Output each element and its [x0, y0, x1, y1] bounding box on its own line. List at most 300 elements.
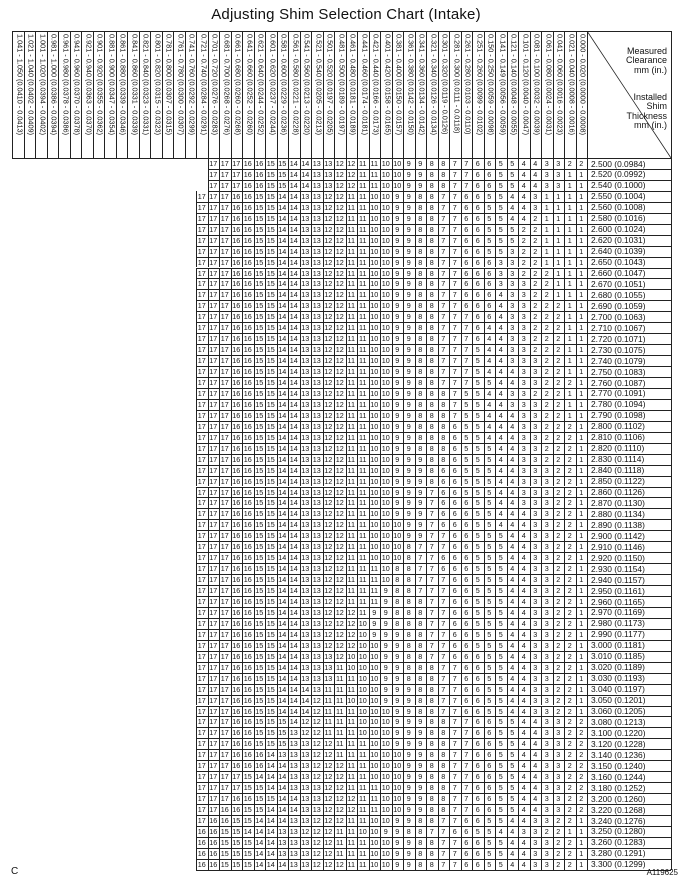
shim-number-cell: 10 — [370, 465, 379, 475]
shim-number-cell: 8 — [429, 421, 434, 431]
shim-number-cell: 8 — [429, 706, 434, 716]
shim-number-cell: 10 — [381, 805, 390, 815]
shim-number-cell: 12 — [335, 432, 344, 442]
shim-number-cell: 16 — [232, 706, 241, 716]
shim-number-cell: 11 — [347, 728, 355, 738]
shim-number-cell: 9 — [406, 509, 411, 519]
shim-number-cell: 9 — [406, 728, 411, 738]
installed-thickness-label: 3.030 (0.1193) — [591, 673, 645, 684]
shim-number-cell: 6 — [452, 651, 457, 661]
shim-number-cell: 5 — [464, 465, 469, 475]
shim-number-cell: 4 — [510, 575, 515, 585]
shim-number-cell: 14 — [255, 859, 264, 869]
shim-number-cell: 17 — [197, 651, 206, 661]
shim-number-cell: 2 — [567, 816, 572, 825]
header-column-line — [426, 31, 427, 158]
shim-number-cell: 5 — [475, 542, 480, 552]
shim-number-cell: 3 — [533, 837, 538, 847]
shim-number-cell: 17 — [209, 607, 218, 617]
shim-number-cell: 3 — [533, 607, 538, 617]
shim-number-cell: 16 — [243, 761, 252, 771]
shim-number-cell: 14 — [289, 410, 298, 420]
shim-number-cell: 17 — [220, 695, 229, 705]
header-column-line — [185, 31, 186, 158]
shim-number-cell: 1 — [556, 268, 561, 278]
shim-number-cell: 3 — [510, 388, 515, 398]
shim-number-cell: 2 — [544, 334, 549, 344]
shim-number-cell: 9 — [383, 629, 388, 639]
shim-number-cell: 15 — [266, 224, 275, 234]
shim-number-cell: 9 — [418, 487, 423, 497]
shim-number-cell: 17 — [220, 399, 229, 409]
shim-number-cell: 15 — [255, 684, 264, 694]
shim-number-cell: 6 — [475, 794, 480, 804]
shim-number-cell: 2 — [567, 607, 572, 617]
shim-number-cell: 16 — [232, 476, 241, 486]
shim-number-cell: 11 — [359, 498, 367, 508]
shim-number-cell: 3 — [556, 772, 561, 782]
shim-number-cell: 5 — [475, 520, 480, 530]
shim-number-cell: 1 — [567, 202, 572, 212]
shim-number-cell: 13 — [312, 794, 321, 804]
clearance-column-header: 0.541 - 0.560 (0.0213 - 0.0220) — [302, 34, 312, 136]
shim-number-cell: 16 — [232, 531, 241, 541]
shim-number-cell: 12 — [335, 345, 344, 355]
shim-number-cell: 8 — [418, 618, 423, 628]
shim-number-cell: 17 — [220, 761, 229, 771]
shim-number-cell: 17 — [220, 465, 229, 475]
shim-number-cell: 4 — [498, 345, 503, 355]
header-column-line — [24, 31, 25, 158]
shim-number-cell: 13 — [301, 597, 310, 606]
shim-number-cell: 11 — [359, 586, 367, 596]
clearance-column-header: 0.941 - 0.960 (0.0370 - 0.0378) — [72, 34, 82, 136]
shim-number-cell: 16 — [243, 169, 252, 179]
shim-number-cell: 16 — [243, 367, 252, 377]
shim-number-cell: 5 — [475, 575, 480, 585]
shim-number-cell: 8 — [418, 356, 423, 366]
installed-thickness-label: 2.640 (0.1039) — [591, 246, 646, 257]
header-column-line — [162, 31, 163, 158]
shim-number-cell: 9 — [406, 498, 411, 508]
shim-number-cell: 6 — [475, 180, 480, 190]
shim-number-cell: 3 — [533, 443, 538, 453]
shim-number-cell: 15 — [278, 728, 287, 738]
shim-number-cell: 10 — [370, 367, 379, 377]
shim-number-cell: 14 — [278, 235, 287, 245]
shim-number-cell: 8 — [418, 629, 423, 639]
shim-number-cell: 3 — [544, 575, 549, 585]
shim-number-cell: 17 — [220, 728, 229, 738]
shim-number-cell: 12 — [335, 542, 344, 552]
shim-number-cell: 16 — [232, 421, 241, 431]
shim-number-cell: 8 — [429, 662, 434, 672]
clearance-column-header: 0.821 - 0.840 (0.0323 - 0.0331) — [141, 34, 151, 136]
installed-thickness-label: 2.920 (0.1150) — [591, 552, 645, 563]
installed-thickness-label: 2.840 (0.1118) — [591, 465, 645, 476]
shim-number-cell: 1 — [567, 345, 572, 355]
shim-number-cell: 11 — [347, 586, 355, 596]
shim-number-cell: 10 — [370, 739, 379, 749]
shim-number-cell: 4 — [510, 191, 515, 201]
shim-number-cell: 8 — [441, 805, 446, 815]
shim-number-cell: 10 — [358, 662, 367, 672]
shim-number-cell: 15 — [266, 629, 275, 639]
shim-number-cell: 3 — [544, 848, 549, 858]
shim-number-cell: 16 — [243, 651, 252, 661]
shim-number-cell: 1 — [579, 564, 584, 574]
shim-number-cell: 12 — [335, 805, 344, 815]
shim-number-cell: 3 — [556, 739, 561, 749]
shim-number-cell: 10 — [370, 443, 379, 453]
shim-number-cell: 2 — [556, 334, 561, 344]
shim-number-cell: 5 — [487, 224, 492, 234]
clearance-column-header: 0.861 - 0.880 (0.0339 - 0.0346) — [118, 34, 128, 136]
shim-number-cell: 11 — [347, 750, 355, 760]
installed-thickness-label: 2.650 (0.1043) — [591, 257, 646, 268]
shim-number-cell: 17 — [220, 432, 229, 442]
shim-number-cell: 3 — [544, 739, 549, 749]
shim-number-cell: 4 — [510, 421, 515, 431]
shim-number-cell: 13 — [301, 224, 310, 234]
installed-thickness-label: 2.860 (0.1126) — [591, 487, 645, 497]
shim-number-cell: 7 — [452, 816, 457, 825]
shim-number-cell: 7 — [441, 706, 446, 716]
shim-number-cell: 6 — [475, 224, 480, 234]
shim-number-cell: 6 — [475, 761, 480, 771]
shim-number-cell: 5 — [487, 509, 492, 519]
shim-number-cell: 6 — [475, 750, 480, 760]
shim-number-cell: 8 — [418, 597, 423, 606]
shim-number-cell: 11 — [359, 159, 367, 168]
shim-number-cell: 4 — [533, 717, 538, 727]
shim-number-cell: 17 — [209, 564, 218, 574]
shim-number-cell: 5 — [498, 586, 503, 596]
shim-number-cell: 11 — [359, 410, 367, 420]
header-column-line — [403, 31, 404, 158]
shim-number-cell: 6 — [475, 673, 480, 683]
shim-number-cell: 11 — [359, 202, 367, 212]
shim-number-cell: 16 — [243, 224, 252, 234]
shim-number-cell: 14 — [278, 476, 287, 486]
shim-number-cell: 8 — [429, 345, 434, 355]
shim-number-cell: 11 — [359, 739, 367, 749]
shim-number-cell: 6 — [475, 662, 480, 672]
shim-number-cell: 1 — [579, 399, 584, 409]
shim-number-cell: 3 — [556, 761, 561, 771]
shim-number-cell: 9 — [418, 520, 423, 530]
shim-number-cell: 11 — [359, 848, 367, 858]
shim-number-cell: 6 — [475, 213, 480, 223]
shim-number-cell: 1 — [579, 334, 584, 344]
shim-number-cell: 15 — [255, 257, 264, 267]
shim-number-cell: 15 — [255, 794, 264, 804]
shim-number-cell: 11 — [359, 783, 367, 793]
shim-number-cell: 14 — [289, 345, 298, 355]
shim-number-cell: 8 — [406, 607, 411, 617]
shim-number-cell: 2 — [533, 334, 538, 344]
shim-number-cell: 2 — [579, 794, 584, 804]
shim-number-cell: 5 — [475, 378, 480, 387]
shim-number-cell: 14 — [278, 575, 287, 585]
shim-number-cell: 15 — [255, 487, 264, 497]
shim-number-cell: 5 — [475, 410, 480, 420]
clearance-column-header: 0.121 - 0.140 (0.0048 - 0.0055) — [509, 34, 519, 136]
shim-number-cell: 4 — [498, 399, 503, 409]
shim-number-cell: 12 — [335, 618, 344, 628]
shim-number-cell: 6 — [452, 553, 457, 563]
shim-number-cell: 4 — [510, 816, 515, 825]
shim-number-cell: 8 — [441, 421, 446, 431]
shim-number-cell: 7 — [464, 805, 469, 815]
shim-number-cell: 15 — [266, 399, 275, 409]
shim-number-cell: 7 — [441, 837, 446, 847]
shim-number-cell: 17 — [197, 520, 206, 530]
shim-number-cell: 17 — [197, 399, 206, 409]
shim-number-cell: 16 — [243, 378, 252, 387]
shim-number-cell: 12 — [335, 246, 344, 256]
shim-number-cell: 1 — [579, 597, 584, 606]
shim-number-cell: 11 — [359, 837, 367, 847]
shim-number-cell: 14 — [278, 651, 287, 661]
shim-number-cell: 16 — [243, 684, 252, 694]
shim-number-cell: 3 — [544, 553, 549, 563]
shim-number-cell: 6 — [487, 257, 492, 267]
shim-number-cell: 2 — [556, 498, 561, 508]
shim-number-cell: 11 — [347, 739, 355, 749]
shim-number-cell: 4 — [533, 739, 538, 749]
shim-number-cell: 14 — [278, 202, 287, 212]
shim-number-cell: 2 — [556, 367, 561, 377]
shim-number-cell: 15 — [255, 367, 264, 377]
installed-thickness-label: 3.150 (0.1240) — [591, 760, 646, 771]
shim-number-cell: 10 — [381, 739, 390, 749]
shim-number-cell: 1 — [579, 520, 584, 530]
shim-number-cell: 7 — [452, 662, 457, 672]
shim-number-cell: 17 — [209, 684, 218, 694]
shim-number-cell: 4 — [521, 695, 526, 705]
shim-number-cell: 14 — [289, 334, 298, 344]
shim-number-cell: 8 — [418, 213, 423, 223]
shim-number-cell: 11 — [347, 367, 355, 377]
shim-number-cell: 10 — [370, 728, 379, 738]
shim-number-cell: 9 — [406, 783, 411, 793]
shim-number-cell: 1 — [579, 487, 584, 497]
shim-number-cell: 1 — [556, 257, 561, 267]
shim-number-cell: 12 — [324, 191, 333, 201]
shim-number-cell: 4 — [487, 334, 492, 344]
shim-number-cell: 4 — [521, 213, 526, 223]
shim-number-cell: 7 — [418, 542, 423, 552]
shim-number-cell: 5 — [498, 662, 503, 672]
shim-number-cell: 5 — [510, 761, 515, 771]
shim-number-cell: 16 — [232, 498, 241, 508]
shim-number-cell: 6 — [452, 487, 457, 497]
clearance-column-header: 0.801 - 0.820 (0.0315 - 0.0323) — [153, 34, 162, 136]
shim-number-cell: 3 — [510, 323, 515, 333]
shim-number-cell: 11 — [347, 761, 355, 771]
shim-number-cell: 4 — [498, 487, 503, 497]
shim-number-cell: 2 — [567, 553, 572, 563]
shim-number-cell: 14 — [278, 432, 287, 442]
shim-number-cell: 17 — [209, 520, 218, 530]
shim-number-cell: 5 — [498, 783, 503, 793]
shim-number-cell: 1 — [544, 246, 549, 256]
shim-number-cell: 7 — [441, 816, 446, 825]
shim-number-cell: 2 — [533, 290, 538, 300]
shim-number-cell: 11 — [347, 476, 355, 486]
shim-number-cell: 6 — [475, 706, 480, 716]
shim-number-cell: 5 — [487, 651, 492, 661]
shim-number-cell: 14 — [289, 279, 298, 289]
shim-number-cell: 5 — [487, 673, 492, 683]
header-column-line — [219, 31, 220, 158]
shim-number-cell: 9 — [406, 794, 411, 804]
shim-number-cell: 12 — [324, 761, 333, 771]
shim-number-cell: 2 — [556, 410, 561, 420]
shim-number-cell: 2 — [567, 794, 572, 804]
shim-number-cell: 11 — [347, 257, 355, 267]
shim-number-cell: 15 — [266, 597, 275, 606]
shim-number-cell: 7 — [429, 575, 434, 585]
shim-number-cell: 5 — [487, 859, 492, 869]
shim-number-cell: 2 — [567, 159, 572, 168]
shim-number-cell: 13 — [312, 662, 321, 672]
shim-number-cell: 17 — [197, 476, 206, 486]
shim-number-cell: 4 — [521, 509, 526, 519]
shim-number-cell: 11 — [347, 312, 355, 322]
shim-number-cell: 16 — [232, 235, 241, 245]
shim-number-cell: 13 — [289, 826, 298, 836]
shim-number-cell: 12 — [347, 180, 356, 190]
shim-number-cell: 11 — [359, 399, 367, 409]
shim-number-cell: 5 — [475, 454, 480, 464]
shim-number-cell: 7 — [464, 169, 469, 179]
shim-number-cell: 2 — [567, 378, 572, 387]
shim-number-cell: 7 — [441, 334, 446, 344]
shim-number-cell: 12 — [335, 531, 344, 541]
shim-number-cell: 17 — [209, 673, 218, 683]
shim-number-cell: 13 — [312, 520, 321, 530]
shim-number-cell: 16 — [232, 695, 241, 705]
installed-thickness-label: 3.220 (0.1268) — [591, 804, 646, 815]
shim-number-cell: 9 — [418, 476, 423, 486]
shim-number-cell: 14 — [289, 202, 298, 212]
header-column-line — [576, 31, 577, 158]
shim-number-cell: 8 — [429, 794, 434, 804]
shim-number-cell: 10 — [381, 246, 390, 256]
shim-number-cell: 1 — [556, 290, 561, 300]
shim-number-cell: 6 — [487, 301, 492, 311]
shim-number-cell: 9 — [418, 750, 423, 760]
shim-number-cell: 15 — [255, 575, 264, 585]
shim-number-cell: 2 — [521, 224, 526, 234]
shim-number-cell: 9 — [395, 498, 400, 508]
shim-number-cell: 12 — [335, 520, 344, 530]
clearance-column-header: 0.901 - 0.920 (0.0355 - 0.0362) — [95, 34, 105, 136]
shim-number-cell: 10 — [370, 520, 379, 530]
shim-number-cell: 15 — [266, 531, 275, 541]
shim-number-cell: 17 — [220, 794, 229, 804]
shim-number-cell: 15 — [266, 246, 275, 256]
shim-number-cell: 3 — [556, 717, 561, 727]
installed-thickness-label: 2.940 (0.1157) — [591, 574, 645, 585]
shim-number-cell: 9 — [406, 388, 411, 398]
shim-number-cell: 15 — [255, 662, 264, 672]
shim-number-cell: 6 — [475, 301, 480, 311]
header-column-line — [208, 31, 209, 158]
shim-number-cell: 12 — [335, 586, 344, 596]
shim-number-cell: 12 — [324, 476, 333, 486]
shim-number-cell: 16 — [197, 837, 206, 847]
shim-number-cell: 17 — [197, 323, 206, 333]
shim-number-cell: 6 — [464, 202, 469, 212]
shim-number-cell: 3 — [510, 312, 515, 322]
shim-number-cell: 11 — [347, 531, 355, 541]
shim-number-cell: 6 — [452, 542, 457, 552]
shim-number-cell: 2 — [544, 367, 549, 377]
shim-number-cell: 11 — [347, 323, 355, 333]
shim-number-cell: 5 — [498, 531, 503, 541]
shim-number-cell: 10 — [358, 651, 367, 661]
shim-number-cell: 9 — [406, 323, 411, 333]
shim-number-cell: 12 — [324, 301, 333, 311]
shim-number-cell: 10 — [381, 312, 390, 322]
shim-number-cell: 12 — [335, 761, 344, 771]
shim-number-cell: 8 — [429, 805, 434, 815]
shim-number-cell: 8 — [429, 169, 434, 179]
shim-number-cell: 8 — [406, 542, 411, 552]
shim-number-cell: 16 — [232, 728, 241, 738]
shim-number-cell: 13 — [312, 498, 321, 508]
shim-number-cell: 17 — [209, 509, 218, 519]
shim-number-cell: 8 — [395, 618, 400, 628]
shim-number-cell: 5 — [475, 597, 480, 606]
shim-number-cell: 15 — [255, 454, 264, 464]
shim-number-cell: 12 — [312, 761, 321, 771]
shim-number-cell: 2 — [567, 586, 572, 596]
shim-number-cell: 12 — [347, 618, 356, 628]
shim-number-cell: 17 — [197, 695, 206, 705]
shim-number-cell: 5 — [498, 169, 503, 179]
shim-number-cell: 1 — [579, 859, 584, 869]
installed-thickness-label: 3.260 (0.1283) — [591, 837, 646, 848]
header-column-line — [334, 31, 335, 158]
shim-number-cell: 13 — [301, 378, 310, 387]
shim-number-cell: 13 — [301, 816, 310, 825]
shim-number-cell: 3 — [521, 498, 526, 508]
shim-number-cell: 16 — [243, 553, 252, 563]
shim-number-cell: 15 — [266, 202, 275, 212]
shim-number-cell: 12 — [324, 268, 333, 278]
shim-number-cell: 13 — [301, 246, 310, 256]
shim-number-cell: 7 — [452, 169, 457, 179]
shim-number-cell: 9 — [406, 246, 411, 256]
shim-number-cell: 3 — [544, 695, 549, 705]
installed-thickness-label: 2.930 (0.1154) — [591, 563, 645, 574]
shim-number-cell: 16 — [243, 312, 252, 322]
shim-number-cell: 6 — [464, 629, 469, 639]
shim-number-cell: 4 — [498, 421, 503, 431]
shim-number-cell: 2 — [567, 717, 572, 727]
clearance-column-header: 0.281 - 0.300 (0.0111 - 0.0118) — [452, 34, 461, 134]
shim-number-cell: 12 — [335, 421, 344, 431]
shim-number-cell: 11 — [347, 564, 355, 574]
shim-number-cell: 11 — [370, 159, 378, 168]
shim-number-cell: 16 — [232, 618, 241, 628]
installed-thickness-label: 3.240 (0.1276) — [591, 815, 646, 826]
shim-number-cell: 6 — [475, 312, 480, 322]
